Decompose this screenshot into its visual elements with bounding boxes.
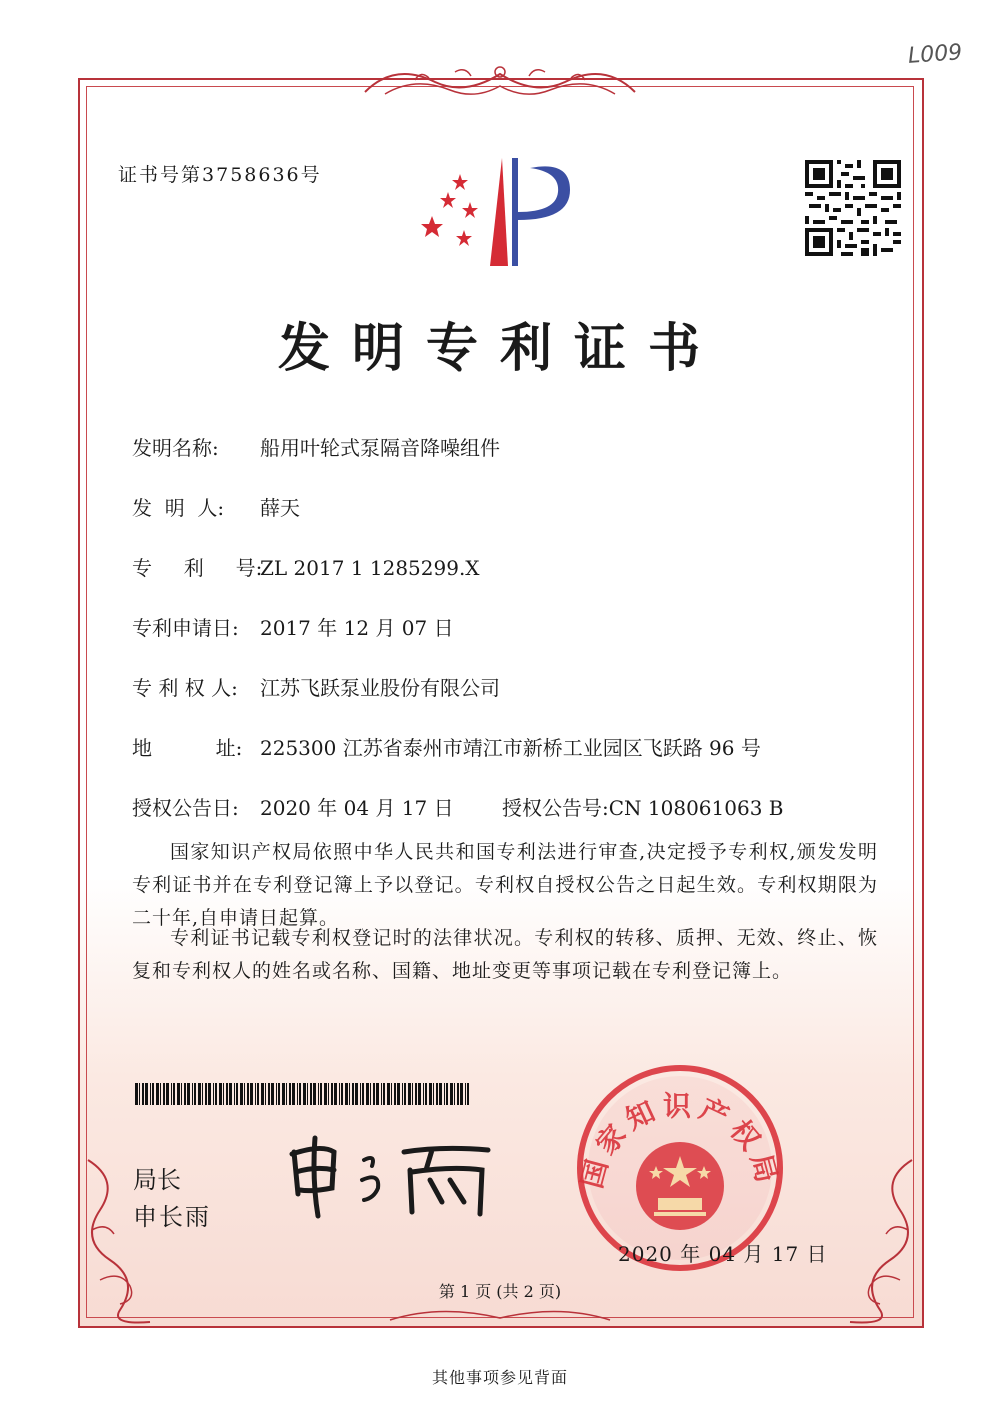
filing-date-label: 专利申请日: <box>132 616 239 640</box>
seal-text: 国家知识产权局 <box>575 1089 785 1192</box>
invention-name-label: 发明名称: <box>132 436 219 460</box>
grant-number-row <box>502 792 784 821</box>
grant-number-value: CN 108061063 B <box>608 796 784 820</box>
statement-paragraph-2: 专利证书记载专利权登记时的法律状况。专利权的转移、质押、无效、终止、恢复和专利权人的姓名或名称、国籍、地址变更等事项记载在专利登记簿上。 <box>132 927 878 982</box>
statement-paragraph-1: 国家知识产权局依照中华人民共和国专利法进行审查,决定授予专利权,颁发发明专利证书并在专利登记簿上予以登记。专利权自授权公告之日起生效。专利权期限为二十年,自申请日起算。 <box>132 841 878 929</box>
grant-date-row <box>132 792 454 821</box>
page-number: 第 1 页 (共 2 页) <box>438 1282 562 1301</box>
address-label: 地 址: <box>132 736 243 760</box>
director-name: 申长雨 <box>133 1203 211 1231</box>
patentee-label: 专 利 权 人: <box>132 676 238 700</box>
patent-number-value: ZL 2017 1 1285299.X <box>260 556 480 580</box>
handwritten-note: L009 <box>907 40 964 69</box>
cert-no-suffix: 号 <box>300 164 322 186</box>
grant-date-label: 授权公告日: <box>132 796 239 820</box>
grant-number-label: 授权公告号: <box>502 796 609 820</box>
director-signature <box>282 1130 512 1220</box>
cert-no-label: 证书号第 <box>118 164 203 186</box>
address-row <box>132 732 761 761</box>
patentee-row <box>132 672 500 701</box>
invention-name-row <box>132 432 500 461</box>
filing-date-value: 2017 年 12 月 07 日 <box>260 616 454 640</box>
certificate-number <box>118 160 322 187</box>
patent-number-row <box>132 552 480 581</box>
invention-name-value: 船用叶轮式泵隔音降噪组件 <box>260 436 500 460</box>
back-note: 其他事项参见背面 <box>431 1368 568 1387</box>
inventor-value: 薛天 <box>260 496 300 520</box>
barcode <box>135 1083 473 1105</box>
page-title: 发明专利证书 <box>277 318 722 379</box>
inventor-row <box>132 492 300 521</box>
seal-date: 2020 年 04 月 17 日 <box>618 1242 828 1266</box>
filing-date-row <box>132 612 454 641</box>
grant-date-value: 2020 年 04 月 17 日 <box>260 796 454 820</box>
qr-code <box>805 160 901 256</box>
patent-number-label: 专 利 号: <box>132 556 263 580</box>
patent-office-logo <box>420 150 580 270</box>
director-title: 局长 <box>133 1166 181 1194</box>
inventor-label: 发 明 人: <box>132 496 225 520</box>
patentee-value: 江苏飞跃泵业股份有限公司 <box>260 676 500 700</box>
cert-no-value: 3758636 <box>202 164 301 186</box>
address-value: 225300 江苏省泰州市靖江市新桥工业园区飞跃路 96 号 <box>260 736 761 760</box>
